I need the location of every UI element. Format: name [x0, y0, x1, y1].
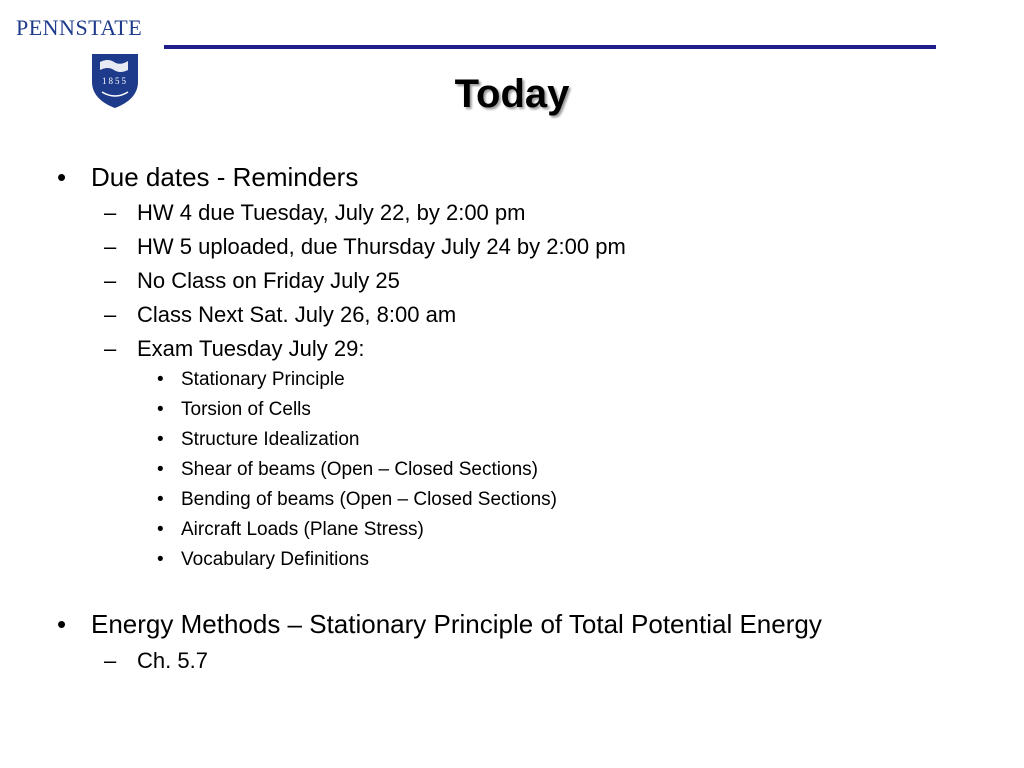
bullet-marker: • [157, 429, 164, 450]
bullet-marker: • [57, 609, 67, 639]
list-item-level-2: Class Next Sat. July 26, 8:00 am [137, 302, 457, 327]
dash-marker: – [104, 302, 117, 327]
list-item-level-3: Torsion of Cells [181, 399, 311, 420]
list-item-level-3: Stationary Principle [181, 369, 345, 390]
list-item-level-3: Vocabulary Definitions [181, 549, 369, 570]
list-item-level-3: Shear of beams (Open – Closed Sections) [181, 459, 538, 480]
list-item-level-2: HW 4 due Tuesday, July 22, by 2:00 pm [137, 200, 526, 225]
bullet-marker: • [157, 459, 164, 480]
bullet-marker: • [157, 549, 164, 570]
bullet-marker: • [157, 489, 164, 510]
bullet-marker: • [157, 519, 164, 540]
dash-marker: – [104, 336, 117, 361]
logo-text: PENNSTATE [16, 15, 143, 40]
dash-marker: – [104, 200, 117, 225]
list-item-level-2: HW 5 uploaded, due Thursday July 24 by 2:00 pm [137, 234, 626, 259]
dash-marker: – [104, 648, 117, 673]
dash-marker: – [104, 268, 117, 293]
list-item-level-1: Due dates - Reminders [91, 162, 359, 192]
list-item-level-2: No Class on Friday July 25 [137, 268, 400, 293]
list-item-level-1: Energy Methods – Stationary Principle of Total Potential Energy [91, 609, 822, 639]
list-item-level-3: Aircraft Loads (Plane Stress) [181, 519, 424, 540]
list-item-level-3: Bending of beams (Open – Closed Sections) [181, 489, 557, 510]
bullet-marker: • [157, 369, 164, 390]
penn-state-wordmark [16, 17, 142, 39]
list-item-level-2: Ch. 5.7 [137, 648, 208, 673]
bullet-marker: • [157, 399, 164, 420]
list-item-level-3: Structure Idealization [181, 429, 360, 450]
dash-marker: – [104, 234, 117, 259]
header-rule [164, 45, 936, 49]
list-item-level-2: Exam Tuesday July 29: [137, 336, 365, 361]
shield-year: 1855 [102, 76, 128, 86]
bullet-marker: • [57, 162, 67, 192]
slide-title: Today [454, 72, 570, 116]
